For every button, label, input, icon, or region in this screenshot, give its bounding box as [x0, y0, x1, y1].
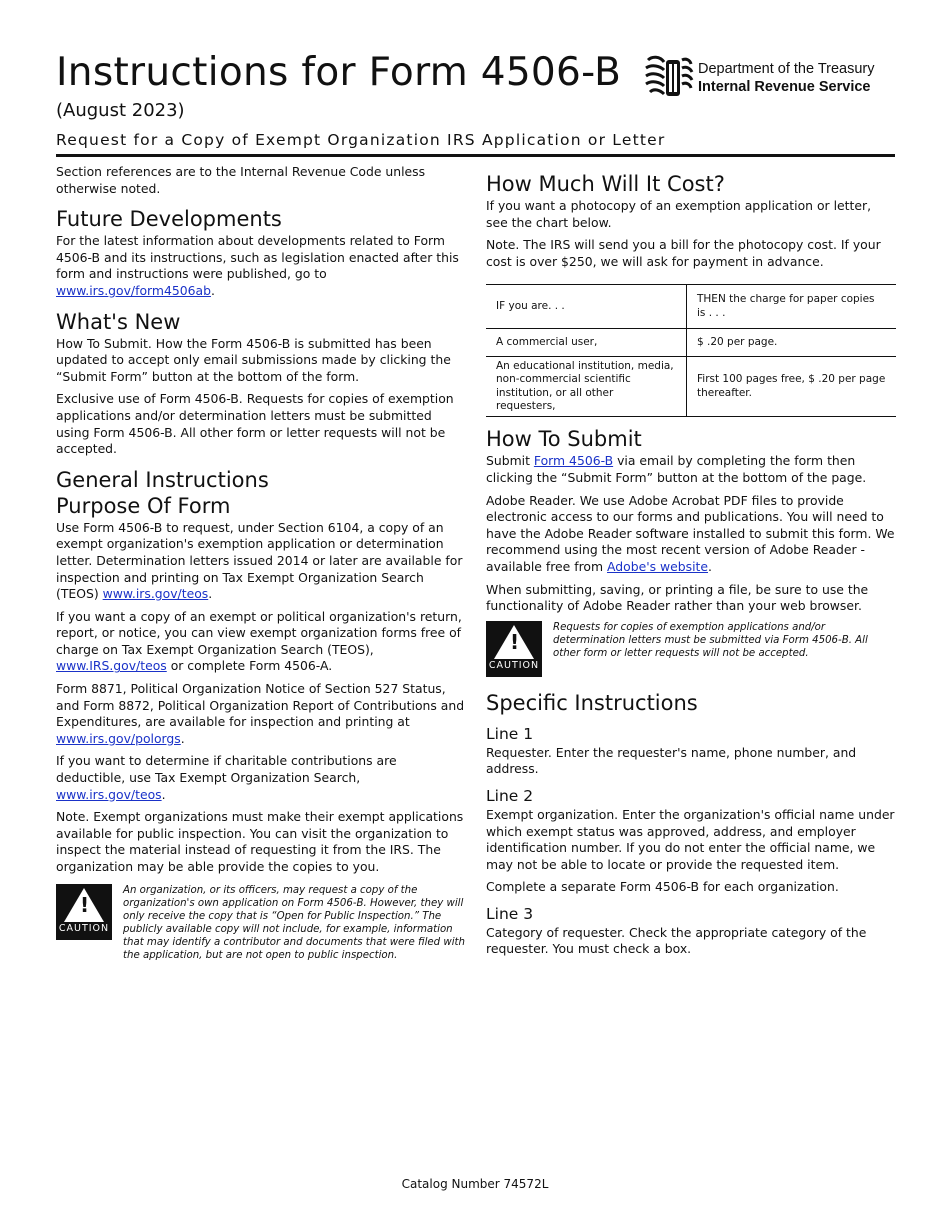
caution-text: Requests for copies of exemption applications and/or determination letters must be submitted via Form 4506-B. All other form or letter requests will not be accepted. — [553, 621, 868, 659]
page-subtitle: Request for a Copy of Exempt Organization IRS Application or Letter — [56, 131, 666, 149]
submit-p3: When submitting, saving, or printing a file, be sure to use the functionality of Adobe Reader rather than your web browser. — [486, 581, 869, 614]
intro-text: Section references are to the Internal Revenue Code unless otherwise noted. — [56, 164, 426, 196]
line1-text: Requester. Enter the requester's name, phone number, and address. — [486, 744, 857, 777]
left-column — [56, 164, 466, 962]
polorgs-link[interactable]: www.irs.gov/polorgs — [56, 730, 181, 746]
submit-p1: Submit Form 4506-B via email by completing the form then clicking the “Submit Form” button at the bottom of the page. — [486, 453, 867, 485]
purpose-p3: Form 8871, Political Organization Notice of Section 527 Status, and Form 8872, Political Organization Report of Contributions and Expenditures, are available for inspection and printing at www.irs.gov/polorgs. — [56, 681, 465, 746]
table-row — [486, 329, 896, 357]
cost-text: If you want a photocopy of an exemption application or letter, see the chart below. — [486, 198, 872, 230]
table-row — [486, 285, 896, 329]
purpose-p2: If you want a copy of an exempt or political organization's return, report, or notice, you can view exempt organization forms free of charge on Tax Exempt Organization Search (TEOS), www.IRS.gov/teos or complete Form 4506-A. — [56, 608, 462, 674]
whats-new-submit: How To Submit. How the Form 4506-B is submitted has been updated to accept only email submissions made by clicking the “Submit Form” button at the bottom of the form. — [56, 335, 451, 384]
caution-right — [486, 621, 896, 677]
catalog-number: Catalog Number 74572L — [401, 1177, 549, 1191]
table-cell: An educational institution, media, non-commercial scientific institution, or all other requesters, — [486, 357, 687, 417]
form4506ab-link[interactable]: www.irs.gov/form4506ab — [56, 282, 211, 298]
purpose-heading: Purpose Of Form — [56, 493, 231, 518]
cost-heading: How Much Will It Cost? — [486, 172, 725, 196]
purpose-p4: If you want to determine if charitable contributions are deductible, use Tax Exempt Organization Search, www.irs.gov/teos. — [56, 753, 397, 802]
teos-link[interactable]: www.irs.gov/teos — [102, 586, 209, 602]
specific-instructions-heading: Specific Instructions — [486, 690, 698, 715]
cost-table — [486, 284, 896, 417]
teos-link-3[interactable]: www.irs.gov/teos — [56, 786, 162, 802]
line2-text: Exempt organization. Enter the organization's official name under which exempt status was approved, address, and employer identification number. If you do not enter the official name, we may not be able to locate or provide the requested item. — [486, 806, 895, 872]
whats-new-heading: What's New — [56, 309, 181, 334]
caution-label: CAUTION — [488, 660, 540, 672]
page-title: Instructions for Form 4506-B — [56, 50, 622, 95]
right-column — [486, 164, 896, 964]
agency-logo — [642, 54, 875, 102]
table-cell: First 100 pages free, $ .20 per page thereafter. — [687, 357, 897, 417]
caution-label: CAUTION — [58, 923, 110, 934]
submit-adobe: Adobe Reader. We use Adobe Acrobat PDF files to provide electronic access to our forms and publications. You will need to have the Adobe Reader software installed to submit this form. We recommend using the most recent version of Adobe Reader - available free from Adobe's website. — [486, 492, 895, 574]
line3-text: Category of requester. Check the appropriate category of the requester. You must check a box. — [486, 924, 867, 957]
irs-eagle-icon — [642, 54, 694, 102]
line2-heading: Line 2 — [486, 786, 534, 805]
submit-heading: How To Submit — [486, 427, 642, 452]
table-cell: IF you are. . . — [486, 285, 687, 329]
cost-note: Note. The IRS will send you a bill for the photocopy cost. If your cost is over $250, we will ask for payment in advance. — [486, 237, 881, 269]
agency-irs: Internal Revenue Service — [698, 79, 871, 95]
table-cell: A commercial user, — [486, 329, 687, 357]
agency-department: Department of the Treasury — [698, 61, 875, 77]
line2-p2: Complete a separate Form 4506-B for each organization. — [486, 879, 839, 895]
line1-heading: Line 1 — [486, 724, 534, 743]
table-cell: THEN the charge for paper copies is . . . — [687, 285, 897, 329]
caution-icon: ! CAUTION — [56, 884, 112, 940]
caution-left — [56, 884, 466, 962]
purpose-p1: Use Form 4506-B to request, under Section 6104, a copy of an exempt organization's exemption application or determination letter. Determination letters issued 2014 or later are available for inspection and printing on Tax Exempt Organization Search (TEOS) www.irs.gov/teos. — [56, 519, 463, 602]
form-4506b-link[interactable]: Form 4506-B — [533, 453, 614, 469]
purpose-note: Note. Exempt organizations must make their exempt applications available for public inspection. You can visit the organization to inspect the material instead of requesting it from the IRS. The organization may be able provide the copies to you. — [56, 809, 464, 874]
future-developments-text: For the latest information about developments related to Form 4506-B and its instructions, such as legislation enacted after this form and instructions were published, go to www.irs.gov/form4506ab. — [56, 233, 459, 298]
caution-text: An organization, or its officers, may request a copy of the organization's own application on Form 4506-B. However, they will only receive the copy that is “Open for Public Inspection.” The publicly available copy will not include, for example, information that may identify a contributor and documents that were filed with the application, but are not open to public inspection. — [123, 884, 465, 961]
adobe-website-link[interactable]: Adobe's website — [607, 558, 709, 574]
teos-link-2[interactable]: www.IRS.gov/teos — [56, 658, 167, 674]
whats-new-exclusive: Exclusive use of Form 4506-B. Requests for copies of exemption applications and/or determination letters must be submitted using Form 4506-B. All other form or letter requests will not be accepted. — [56, 391, 454, 457]
caution-icon: ! CAUTION — [486, 621, 542, 677]
header-divider — [56, 154, 895, 157]
general-instructions-heading: General Instructions — [56, 467, 269, 492]
revision-date: (August 2023) — [56, 100, 185, 121]
table-row — [486, 357, 896, 417]
future-developments-heading: Future Developments — [56, 207, 282, 232]
line3-heading: Line 3 — [486, 904, 534, 923]
table-cell: $ .20 per page. — [687, 329, 897, 357]
